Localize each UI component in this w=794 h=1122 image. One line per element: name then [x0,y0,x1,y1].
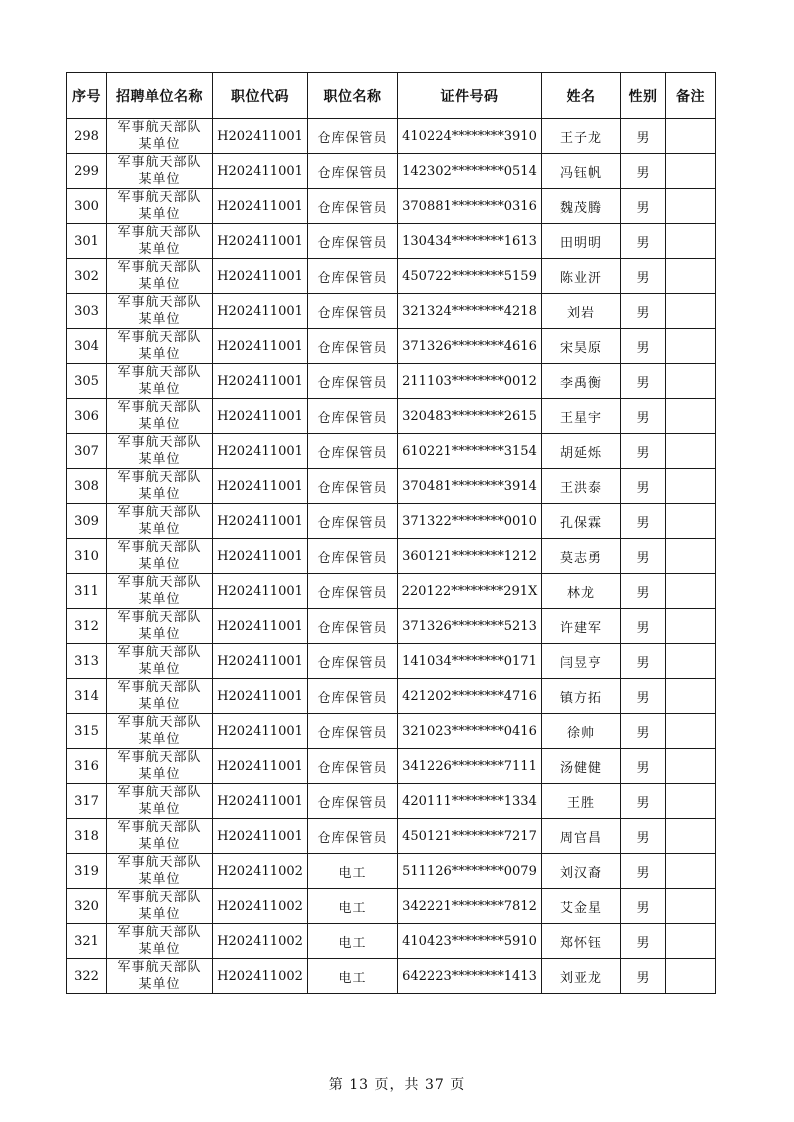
gender-cell: 男 [621,119,666,154]
unit-cell [107,189,213,224]
name-cell: 陈业汧 [542,259,621,294]
name-cell: 田明明 [542,224,621,259]
table-row [67,434,716,469]
unit-line-2: 某单位 [138,522,181,537]
unit-cell [107,819,213,854]
unit-line-1: 军事航天部队 [117,470,202,485]
post-code-cell: H202411001 [213,259,308,294]
seq-cell: 311 [67,574,107,609]
unit-line-2: 某单位 [138,662,181,677]
unit-cell [107,154,213,189]
gender-cell: 男 [621,399,666,434]
unit-line-2: 某单位 [138,592,181,607]
header-unit: 招聘单位名称 [107,73,213,119]
post-code-cell: H202411002 [213,924,308,959]
unit-line-1: 军事航天部队 [117,435,202,450]
post-code-cell: H202411001 [213,294,308,329]
unit-cell [107,644,213,679]
seq-cell: 302 [67,259,107,294]
remark-cell [666,854,716,889]
seq-cell: 314 [67,679,107,714]
unit-line-1: 军事航天部队 [117,155,202,170]
gender-cell: 男 [621,574,666,609]
table-row [67,574,716,609]
post-code-cell: H202411001 [213,399,308,434]
seq-cell: 319 [67,854,107,889]
post-name-cell: 仓库保管员 [308,819,398,854]
post-name-cell: 仓库保管员 [308,329,398,364]
id-number-cell: 450121********7217 [398,819,542,854]
unit-line-2: 某单位 [138,977,181,992]
gender-cell: 男 [621,189,666,224]
seq-cell: 320 [67,889,107,924]
id-number-cell: 450722********5159 [398,259,542,294]
post-code-cell: H202411002 [213,959,308,994]
post-name-cell: 仓库保管员 [308,224,398,259]
name-cell: 王星宇 [542,399,621,434]
post-code-cell: H202411001 [213,434,308,469]
seq-cell: 307 [67,434,107,469]
seq-cell: 315 [67,714,107,749]
name-cell: 王胜 [542,784,621,819]
unit-cell [107,259,213,294]
seq-cell: 312 [67,609,107,644]
table-row [67,119,716,154]
name-cell: 艾金星 [542,889,621,924]
unit-line-1: 军事航天部队 [117,645,202,660]
name-cell: 孔保霖 [542,504,621,539]
unit-line-1: 军事航天部队 [117,960,202,975]
unit-line-1: 军事航天部队 [117,680,202,695]
post-name-cell: 仓库保管员 [308,574,398,609]
id-number-cell: 342221********7812 [398,889,542,924]
post-name-cell: 仓库保管员 [308,539,398,574]
table-row [67,924,716,959]
unit-cell [107,959,213,994]
remark-cell [666,294,716,329]
seq-cell: 310 [67,539,107,574]
unit-cell [107,329,213,364]
unit-line-1: 军事航天部队 [117,505,202,520]
unit-cell [107,224,213,259]
unit-line-1: 军事航天部队 [117,820,202,835]
id-number-cell: 370481********3914 [398,469,542,504]
post-name-cell: 仓库保管员 [308,469,398,504]
unit-line-2: 某单位 [138,627,181,642]
post-name-cell: 仓库保管员 [308,434,398,469]
gender-cell: 男 [621,714,666,749]
gender-cell: 男 [621,819,666,854]
unit-line-2: 某单位 [138,137,181,152]
seq-cell: 322 [67,959,107,994]
post-code-cell: H202411001 [213,119,308,154]
unit-line-2: 某单位 [138,732,181,747]
id-number-cell: 142302********0514 [398,154,542,189]
unit-cell [107,119,213,154]
unit-cell [107,574,213,609]
id-number-cell: 371322********0010 [398,504,542,539]
unit-line-2: 某单位 [138,837,181,852]
name-cell: 闫昱亨 [542,644,621,679]
header-remark: 备注 [666,73,716,119]
post-code-cell: H202411001 [213,574,308,609]
seq-cell: 305 [67,364,107,399]
remark-cell [666,224,716,259]
gender-cell: 男 [621,259,666,294]
unit-line-1: 军事航天部队 [117,750,202,765]
id-number-cell: 410423********5910 [398,924,542,959]
id-number-cell: 410224********3910 [398,119,542,154]
table-row [67,959,716,994]
remark-cell [666,434,716,469]
table-row [67,259,716,294]
post-name-cell: 仓库保管员 [308,749,398,784]
gender-cell: 男 [621,539,666,574]
unit-line-1: 军事航天部队 [117,330,202,345]
seq-cell: 304 [67,329,107,364]
post-name-cell: 仓库保管员 [308,259,398,294]
post-name-cell: 仓库保管员 [308,154,398,189]
seq-cell: 300 [67,189,107,224]
roster-table [66,72,716,994]
table-row [67,714,716,749]
post-name-cell: 电工 [308,924,398,959]
name-cell: 周官昌 [542,819,621,854]
remark-cell [666,574,716,609]
id-number-cell: 370881********0316 [398,189,542,224]
unit-cell [107,504,213,539]
id-number-cell: 141034********0171 [398,644,542,679]
unit-line-2: 某单位 [138,207,181,222]
unit-line-1: 军事航天部队 [117,120,202,135]
name-cell: 魏茂腾 [542,189,621,224]
id-number-cell: 420111********1334 [398,784,542,819]
unit-line-2: 某单位 [138,907,181,922]
remark-cell [666,784,716,819]
id-number-cell: 421202********4716 [398,679,542,714]
gender-cell: 男 [621,959,666,994]
post-name-cell: 仓库保管员 [308,189,398,224]
unit-line-1: 军事航天部队 [117,260,202,275]
table-row [67,784,716,819]
post-code-cell: H202411001 [213,819,308,854]
unit-cell [107,749,213,784]
unit-line-1: 军事航天部队 [117,715,202,730]
name-cell: 刘亚龙 [542,959,621,994]
post-code-cell: H202411001 [213,749,308,784]
header-id-number: 证件号码 [398,73,542,119]
id-number-cell: 341226********7111 [398,749,542,784]
remark-cell [666,889,716,924]
id-number-cell: 610221********3154 [398,434,542,469]
name-cell: 刘岩 [542,294,621,329]
unit-line-2: 某单位 [138,802,181,817]
unit-line-1: 军事航天部队 [117,610,202,625]
remark-cell [666,154,716,189]
unit-cell [107,294,213,329]
post-code-cell: H202411001 [213,539,308,574]
post-name-cell: 仓库保管员 [308,714,398,749]
table-header [67,73,716,119]
remark-cell [666,119,716,154]
post-name-cell: 电工 [308,959,398,994]
post-name-cell: 仓库保管员 [308,119,398,154]
post-name-cell: 电工 [308,854,398,889]
unit-cell [107,784,213,819]
table-row [67,399,716,434]
post-code-cell: H202411001 [213,504,308,539]
header-row [67,73,716,119]
post-code-cell: H202411001 [213,714,308,749]
unit-line-1: 军事航天部队 [117,190,202,205]
gender-cell: 男 [621,294,666,329]
remark-cell [666,644,716,679]
gender-cell: 男 [621,784,666,819]
post-name-cell: 电工 [308,889,398,924]
unit-line-2: 某单位 [138,172,181,187]
post-code-cell: H202411001 [213,154,308,189]
name-cell: 冯钰帆 [542,154,621,189]
seq-cell: 303 [67,294,107,329]
id-number-cell: 371326********4616 [398,329,542,364]
id-number-cell: 220122********291X [398,574,542,609]
post-code-cell: H202411001 [213,784,308,819]
remark-cell [666,399,716,434]
table-row [67,854,716,889]
post-code-cell: H202411001 [213,609,308,644]
name-cell: 汤健健 [542,749,621,784]
table-row [67,504,716,539]
unit-cell [107,854,213,889]
remark-cell [666,679,716,714]
seq-cell: 298 [67,119,107,154]
unit-line-2: 某单位 [138,557,181,572]
post-code-cell: H202411002 [213,889,308,924]
name-cell: 郑怀钰 [542,924,621,959]
unit-line-1: 军事航天部队 [117,400,202,415]
id-number-cell: 321023********0416 [398,714,542,749]
unit-line-1: 军事航天部队 [117,365,202,380]
name-cell: 李禹衡 [542,364,621,399]
seq-cell: 316 [67,749,107,784]
post-code-cell: H202411001 [213,469,308,504]
gender-cell: 男 [621,679,666,714]
unit-line-1: 军事航天部队 [117,225,202,240]
post-name-cell: 仓库保管员 [308,294,398,329]
header-seq: 序号 [67,73,107,119]
id-number-cell: 642223********1413 [398,959,542,994]
unit-cell [107,469,213,504]
seq-cell: 308 [67,469,107,504]
table-row [67,294,716,329]
unit-cell [107,539,213,574]
unit-cell [107,679,213,714]
remark-cell [666,469,716,504]
remark-cell [666,749,716,784]
gender-cell: 男 [621,434,666,469]
page-footer: 第 13 页，共 37 页 [328,1077,466,1093]
seq-cell: 299 [67,154,107,189]
header-post-code: 职位代码 [213,73,308,119]
unit-line-1: 军事航天部队 [117,540,202,555]
unit-line-2: 某单位 [138,767,181,782]
unit-cell [107,434,213,469]
table-row [67,189,716,224]
table-row [67,749,716,784]
name-cell: 徐帅 [542,714,621,749]
post-name-cell: 仓库保管员 [308,609,398,644]
name-cell: 镇方拓 [542,679,621,714]
table-row [67,609,716,644]
name-cell: 莫志勇 [542,539,621,574]
header-post-name: 职位名称 [308,73,398,119]
remark-cell [666,924,716,959]
id-number-cell: 371326********5213 [398,609,542,644]
gender-cell: 男 [621,924,666,959]
name-cell: 林龙 [542,574,621,609]
post-name-cell: 仓库保管员 [308,679,398,714]
id-number-cell: 130434********1613 [398,224,542,259]
unit-line-1: 军事航天部队 [117,785,202,800]
id-number-cell: 511126********0079 [398,854,542,889]
post-name-cell: 仓库保管员 [308,504,398,539]
gender-cell: 男 [621,154,666,189]
table-row [67,889,716,924]
id-number-cell: 211103********0012 [398,364,542,399]
unit-line-2: 某单位 [138,347,181,362]
table-row [67,819,716,854]
id-number-cell: 360121********1212 [398,539,542,574]
unit-line-2: 某单位 [138,697,181,712]
name-cell: 许建军 [542,609,621,644]
unit-line-2: 某单位 [138,487,181,502]
seq-cell: 318 [67,819,107,854]
unit-line-1: 军事航天部队 [117,890,202,905]
remark-cell [666,959,716,994]
unit-cell [107,714,213,749]
table-row [67,469,716,504]
seq-cell: 321 [67,924,107,959]
post-name-cell: 仓库保管员 [308,364,398,399]
unit-line-1: 军事航天部队 [117,575,202,590]
table-row [67,679,716,714]
post-code-cell: H202411001 [213,329,308,364]
gender-cell: 男 [621,889,666,924]
unit-cell [107,889,213,924]
post-code-cell: H202411002 [213,854,308,889]
post-code-cell: H202411001 [213,189,308,224]
gender-cell: 男 [621,644,666,679]
gender-cell: 男 [621,329,666,364]
unit-line-1: 军事航天部队 [117,855,202,870]
unit-line-2: 某单位 [138,452,181,467]
unit-line-1: 军事航天部队 [117,925,202,940]
id-number-cell: 321324********4218 [398,294,542,329]
unit-line-2: 某单位 [138,942,181,957]
remark-cell [666,259,716,294]
table-row [67,154,716,189]
remark-cell [666,539,716,574]
remark-cell [666,189,716,224]
name-cell: 胡延烁 [542,434,621,469]
gender-cell: 男 [621,504,666,539]
table-row [67,644,716,679]
seq-cell: 313 [67,644,107,679]
unit-line-2: 某单位 [138,312,181,327]
remark-cell [666,364,716,399]
unit-line-2: 某单位 [138,242,181,257]
gender-cell: 男 [621,469,666,504]
table-row [67,329,716,364]
unit-cell [107,364,213,399]
unit-line-2: 某单位 [138,382,181,397]
unit-cell [107,399,213,434]
table-row [67,364,716,399]
seq-cell: 317 [67,784,107,819]
unit-line-2: 某单位 [138,872,181,887]
post-code-cell: H202411001 [213,644,308,679]
seq-cell: 306 [67,399,107,434]
remark-cell [666,819,716,854]
header-name: 姓名 [542,73,621,119]
header-gender: 性别 [621,73,666,119]
post-name-cell: 仓库保管员 [308,784,398,819]
unit-cell [107,924,213,959]
name-cell: 王子龙 [542,119,621,154]
unit-cell [107,609,213,644]
name-cell: 宋昊原 [542,329,621,364]
gender-cell: 男 [621,609,666,644]
gender-cell: 男 [621,854,666,889]
gender-cell: 男 [621,749,666,784]
remark-cell [666,504,716,539]
name-cell: 刘汉裔 [542,854,621,889]
unit-line-2: 某单位 [138,277,181,292]
post-code-cell: H202411001 [213,679,308,714]
remark-cell [666,329,716,364]
unit-line-1: 军事航天部队 [117,295,202,310]
post-name-cell: 仓库保管员 [308,644,398,679]
gender-cell: 男 [621,364,666,399]
table-row [67,224,716,259]
seq-cell: 301 [67,224,107,259]
name-cell: 王洪泰 [542,469,621,504]
id-number-cell: 320483********2615 [398,399,542,434]
remark-cell [666,714,716,749]
post-code-cell: H202411001 [213,364,308,399]
table-body [67,119,716,994]
unit-line-2: 某单位 [138,417,181,432]
table-row [67,539,716,574]
seq-cell: 309 [67,504,107,539]
gender-cell: 男 [621,224,666,259]
post-code-cell: H202411001 [213,224,308,259]
post-name-cell: 仓库保管员 [308,399,398,434]
remark-cell [666,609,716,644]
